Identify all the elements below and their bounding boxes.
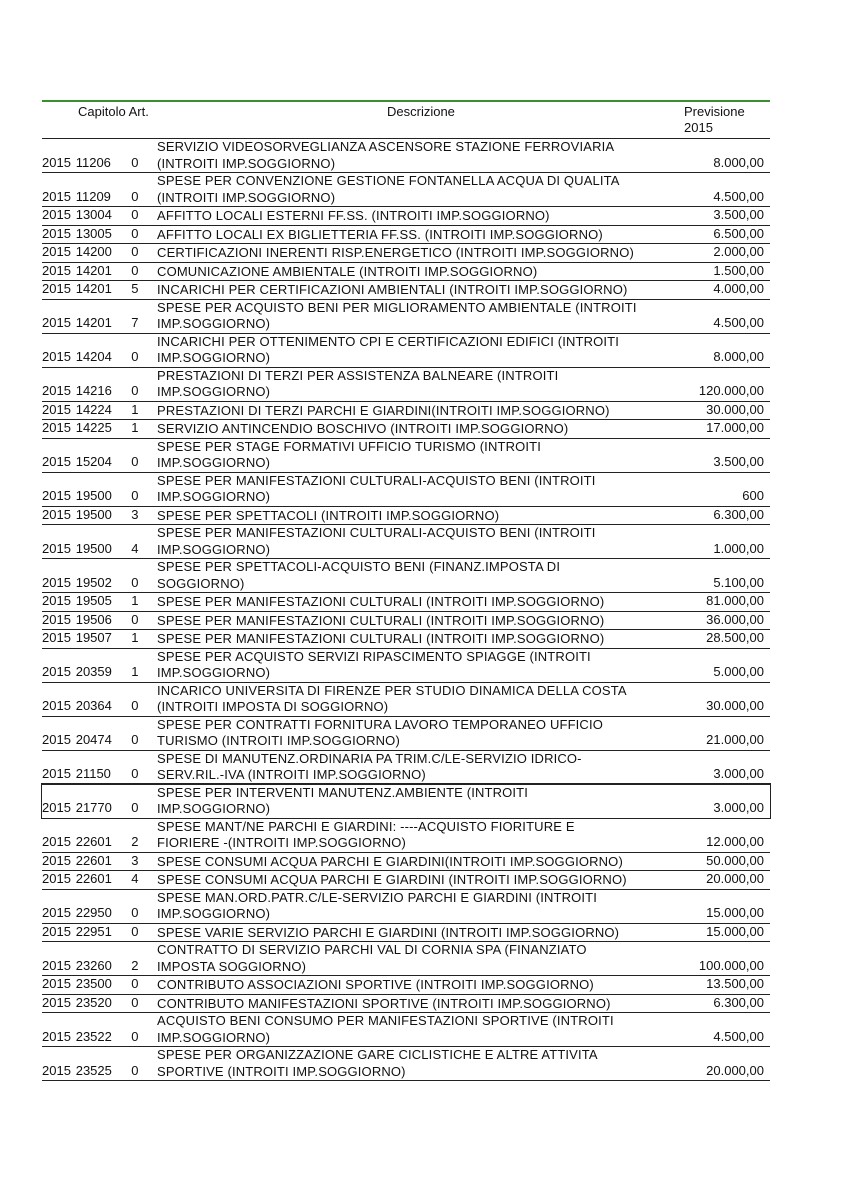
cell-previsione: 20.000,00 bbox=[706, 1062, 764, 1078]
cell-articolo: 0 bbox=[131, 154, 139, 170]
cell-capitolo: 14200 bbox=[75, 244, 112, 259]
cell-previsione: 30.000,00 bbox=[706, 698, 764, 713]
cell-capitolo: 11206 bbox=[75, 154, 111, 170]
cell-articolo: 4 bbox=[131, 540, 139, 556]
cell-articolo: 0 bbox=[131, 207, 139, 222]
cell-year: 2015 bbox=[42, 154, 71, 170]
cell-descrizione: SPESE CONSUMI ACQUA PARCHI E GIARDINI(INTROITI IMP.SOGGIORNO) bbox=[157, 853, 623, 869]
cell-descrizione: SPESE PER SPETTACOLI (INTROITI IMP.SOGGIORNO) bbox=[157, 507, 500, 523]
cell-capitolo: 22950 bbox=[75, 905, 112, 920]
cell-descrizione: AFFITTO LOCALI ESTERNI FF.SS. (INTROITI IMP.SOGGIORNO) bbox=[157, 208, 550, 223]
cell-descrizione: CONTRATTO DI SERVIZIO PARCHI VAL DI CORNIA SPA (FINANZIATO IMPOSTA SOGGIORNO) bbox=[157, 942, 587, 974]
cell-articolo: 4 bbox=[131, 871, 139, 886]
table-row bbox=[42, 206, 770, 225]
cell-articolo: 2 bbox=[131, 834, 139, 849]
cell-descrizione: SPESE PER MANIFESTAZIONI CULTURALI (INTROITI IMP.SOGGIORNO) bbox=[157, 594, 605, 609]
cell-descrizione: INCARICHI PER OTTENIMENTO CPI E CERTIFICAZIONI EDIFICI (INTROITI IMP.SOGGIORNO) bbox=[157, 333, 620, 365]
table-row bbox=[42, 558, 770, 592]
cell-previsione: 21.000,00 bbox=[706, 732, 764, 747]
cell-articolo: 0 bbox=[131, 1062, 139, 1078]
cell-previsione: 5.100,00 bbox=[713, 574, 764, 590]
cell-previsione: 4.500,00 bbox=[713, 188, 764, 204]
cell-capitolo: 19502 bbox=[75, 574, 112, 590]
cell-descrizione: SPESE MAN.ORD.PATR.C/LE-SERVIZIO PARCHI E GIARDINI (INTROITI IMP.SOGGIORNO) bbox=[157, 889, 598, 921]
cell-articolo: 0 bbox=[131, 488, 139, 503]
table-row bbox=[42, 225, 770, 244]
cell-descrizione: SPESE PER INTERVENTI MANUTENZ.AMBIENTE (INTROITI IMP.SOGGIORNO) bbox=[157, 784, 529, 816]
cell-year: 2015 bbox=[42, 420, 71, 435]
cell-articolo: 1 bbox=[131, 630, 139, 645]
cell-previsione: 28.500,00 bbox=[706, 630, 764, 645]
cell-articolo: 0 bbox=[131, 923, 139, 939]
cell-year: 2015 bbox=[42, 383, 71, 398]
table-row bbox=[42, 994, 770, 1013]
cell-year: 2015 bbox=[42, 574, 71, 590]
cell-articolo: 3 bbox=[131, 852, 139, 868]
cell-capitolo: 19505 bbox=[75, 593, 112, 608]
table-row bbox=[42, 648, 770, 682]
cell-previsione: 5.000,00 bbox=[713, 664, 764, 679]
table-row bbox=[42, 367, 770, 401]
cell-articolo: 3 bbox=[131, 506, 139, 522]
cell-year: 2015 bbox=[42, 630, 71, 645]
cell-capitolo: 19500 bbox=[75, 540, 112, 556]
table-row bbox=[42, 870, 770, 889]
cell-articolo: 1 bbox=[131, 420, 139, 435]
cell-capitolo: 14201 bbox=[75, 315, 112, 330]
cell-previsione: 13.500,00 bbox=[706, 976, 764, 991]
cell-articolo: 0 bbox=[131, 905, 139, 920]
cell-descrizione: SPESE PER ACQUISTO SERVIZI RIPASCIMENTO SPIAGGE (INTROITI IMP.SOGGIORNO) bbox=[157, 648, 591, 680]
cell-previsione: 3.500,00 bbox=[713, 207, 764, 222]
cell-previsione: 100.000,00 bbox=[698, 957, 764, 973]
table-row bbox=[42, 472, 770, 506]
table-row bbox=[42, 889, 770, 923]
cell-previsione: 600 bbox=[742, 488, 764, 503]
cell-capitolo: 20359 bbox=[75, 664, 112, 679]
cell-year: 2015 bbox=[42, 315, 71, 330]
table-row bbox=[42, 716, 770, 750]
cell-year: 2015 bbox=[42, 401, 71, 417]
cell-year: 2015 bbox=[42, 611, 71, 627]
cell-articolo: 0 bbox=[131, 698, 139, 713]
cell-previsione: 120.000,00 bbox=[698, 383, 764, 398]
cell-capitolo: 15204 bbox=[75, 454, 112, 469]
cell-capitolo: 20364 bbox=[75, 698, 112, 713]
cell-articolo: 0 bbox=[131, 574, 139, 590]
cell-previsione: 3.000,00 bbox=[713, 766, 764, 781]
cell-descrizione: SERVIZIO VIDEOSORVEGLIANZA ASCENSORE STAZIONE FERROVIARIA (INTROITI IMP.SOGGIORNO) bbox=[157, 139, 615, 171]
cell-capitolo: 14216 bbox=[75, 383, 112, 398]
cell-descrizione: SPESE PER ORGANIZZAZIONE GARE CICLISTICHE E ALTRE ATTIVITA SPORTIVE (INTROITI IMP.SOGGIORNO) bbox=[157, 1047, 598, 1079]
table-header bbox=[42, 102, 770, 138]
cell-year: 2015 bbox=[42, 976, 71, 991]
table-row bbox=[42, 280, 770, 299]
cell-capitolo: 13005 bbox=[75, 225, 112, 241]
cell-articolo: 1 bbox=[131, 401, 139, 417]
cell-previsione: 8.000,00 bbox=[713, 154, 764, 170]
cell-previsione: 4.500,00 bbox=[713, 315, 764, 330]
cell-previsione: 81.000,00 bbox=[706, 593, 764, 608]
cell-capitolo: 21770 bbox=[75, 800, 112, 815]
cell-year: 2015 bbox=[42, 834, 71, 849]
cell-descrizione: SPESE CONSUMI ACQUA PARCHI E GIARDINI (INTROITI IMP.SOGGIORNO) bbox=[157, 872, 627, 887]
cell-articolo: 0 bbox=[131, 800, 139, 815]
cell-articolo: 0 bbox=[131, 976, 139, 991]
cell-previsione: 12.000,00 bbox=[706, 834, 764, 849]
table-row bbox=[42, 401, 770, 420]
cell-year: 2015 bbox=[42, 957, 71, 973]
table-row bbox=[42, 941, 770, 975]
cell-year: 2015 bbox=[42, 540, 71, 556]
cell-year: 2015 bbox=[42, 207, 71, 222]
cell-capitolo: 14224 bbox=[75, 401, 112, 417]
table-row bbox=[42, 611, 770, 630]
cell-articolo: 0 bbox=[131, 244, 139, 259]
cell-descrizione: SPESE PER CONTRATTI FORNITURA LAVORO TEMPORANEO UFFICIO TURISMO (INTROITI IMP.SOGGIORNO) bbox=[157, 716, 603, 748]
cell-capitolo: 20474 bbox=[75, 732, 112, 747]
cell-previsione: 15.000,00 bbox=[706, 905, 764, 920]
cell-articolo: 1 bbox=[131, 664, 139, 679]
table-row bbox=[42, 784, 770, 818]
cell-descrizione: SPESE PER MANIFESTAZIONI CULTURALI-ACQUISTO BENI (INTROITI IMP.SOGGIORNO) bbox=[157, 472, 596, 504]
cell-articolo: 0 bbox=[131, 188, 139, 204]
cell-previsione: 50.000,00 bbox=[706, 852, 764, 868]
cell-descrizione: CERTIFICAZIONI INERENTI RISP.ENERGETICO (INTROITI IMP.SOGGIORNO) bbox=[157, 245, 634, 260]
cell-capitolo: 23522 bbox=[75, 1028, 112, 1044]
table-body bbox=[42, 138, 770, 1081]
cell-descrizione: SPESE PER ACQUISTO BENI PER MIGLIORAMENTO AMBIENTALE (INTROITI IMP.SOGGIORNO) bbox=[157, 299, 637, 331]
cell-descrizione: CONTRIBUTO MANIFESTAZIONI SPORTIVE (INTROITI IMP.SOGGIORNO) bbox=[157, 995, 611, 1011]
table-row bbox=[42, 629, 770, 648]
cell-descrizione: CONTRIBUTO ASSOCIAZIONI SPORTIVE (INTROITI IMP.SOGGIORNO) bbox=[157, 977, 594, 992]
cell-capitolo: 19500 bbox=[75, 488, 112, 503]
table-row bbox=[42, 592, 770, 611]
cell-previsione: 3.000,00 bbox=[713, 800, 764, 815]
cell-articolo: 0 bbox=[131, 766, 139, 781]
cell-capitolo: 23525 bbox=[75, 1062, 112, 1078]
cell-capitolo: 23520 bbox=[75, 994, 112, 1010]
table-row bbox=[42, 818, 770, 852]
table-row bbox=[42, 1012, 770, 1046]
header-previsione: Previsione 2015 bbox=[684, 104, 745, 135]
cell-previsione: 6.300,00 bbox=[713, 994, 764, 1010]
cell-capitolo: 22951 bbox=[75, 923, 112, 939]
cell-year: 2015 bbox=[42, 506, 71, 522]
table-row bbox=[42, 682, 770, 716]
cell-capitolo: 21150 bbox=[75, 766, 111, 781]
cell-descrizione: COMUNICAZIONE AMBIENTALE (INTROITI IMP.SOGGIORNO) bbox=[157, 263, 538, 279]
cell-year: 2015 bbox=[42, 1028, 71, 1044]
cell-year: 2015 bbox=[42, 923, 71, 939]
cell-previsione: 1.000,00 bbox=[713, 540, 764, 556]
budget-table bbox=[42, 100, 770, 1081]
table-row bbox=[42, 923, 770, 942]
cell-descrizione: SPESE MANT/NE PARCHI E GIARDINI: ----ACQUISTO FIORITURE E FIORIERE -(INTROITI IMP.SOGGIORNO) bbox=[157, 818, 575, 850]
cell-capitolo: 14204 bbox=[75, 349, 112, 364]
cell-year: 2015 bbox=[42, 1062, 71, 1078]
table-row bbox=[42, 852, 770, 871]
cell-descrizione: INCARICHI PER CERTIFICAZIONI AMBIENTALI (INTROITI IMP.SOGGIORNO) bbox=[157, 282, 628, 297]
cell-year: 2015 bbox=[42, 994, 71, 1010]
table-row bbox=[42, 524, 770, 558]
cell-previsione: 4.000,00 bbox=[713, 281, 764, 296]
table-row bbox=[42, 506, 770, 525]
cell-descrizione: SPESE PER MANIFESTAZIONI CULTURALI (INTROITI IMP.SOGGIORNO) bbox=[157, 631, 605, 646]
cell-descrizione: PRESTAZIONI DI TERZI PARCHI E GIARDINI(INTROITI IMP.SOGGIORNO) bbox=[157, 402, 610, 418]
cell-descrizione: SPESE PER MANIFESTAZIONI CULTURALI-ACQUISTO BENI (INTROITI IMP.SOGGIORNO) bbox=[157, 525, 596, 557]
cell-descrizione: SPESE PER STAGE FORMATIVI UFFICIO TURISMO (INTROITI IMP.SOGGIORNO) bbox=[157, 438, 541, 470]
cell-capitolo: 23260 bbox=[75, 957, 112, 973]
cell-year: 2015 bbox=[42, 281, 71, 296]
cell-capitolo: 22601 bbox=[75, 834, 112, 849]
cell-year: 2015 bbox=[42, 800, 71, 815]
table-row bbox=[42, 438, 770, 472]
cell-capitolo: 13004 bbox=[75, 207, 112, 222]
cell-previsione: 6.300,00 bbox=[713, 506, 764, 522]
cell-articolo: 1 bbox=[131, 593, 139, 608]
cell-capitolo: 22601 bbox=[75, 871, 112, 886]
cell-descrizione: SERVIZIO ANTINCENDIO BOSCHIVO (INTROITI IMP.SOGGIORNO) bbox=[157, 421, 569, 436]
cell-descrizione: PRESTAZIONI DI TERZI PER ASSISTENZA BALNEARE (INTROITI IMP.SOGGIORNO) bbox=[157, 367, 559, 399]
cell-articolo: 5 bbox=[131, 281, 139, 296]
cell-previsione: 1.500,00 bbox=[713, 262, 764, 278]
table-row bbox=[42, 243, 770, 262]
table-row bbox=[42, 299, 770, 333]
cell-year: 2015 bbox=[42, 454, 71, 469]
table-row bbox=[42, 333, 770, 367]
cell-previsione: 8.000,00 bbox=[713, 349, 764, 364]
cell-year: 2015 bbox=[42, 664, 71, 679]
cell-year: 2015 bbox=[42, 244, 71, 259]
cell-articolo: 0 bbox=[131, 732, 139, 747]
table-row bbox=[42, 419, 770, 438]
cell-previsione: 6.500,00 bbox=[713, 225, 764, 241]
cell-articolo: 0 bbox=[131, 454, 139, 469]
cell-capitolo: 14225 bbox=[75, 420, 112, 435]
cell-articolo: 0 bbox=[131, 262, 139, 278]
cell-articolo: 0 bbox=[131, 994, 139, 1010]
cell-descrizione: SPESE PER SPETTACOLI-ACQUISTO BENI (FINANZ.IMPOSTA DI SOGGIORNO) bbox=[157, 559, 561, 591]
cell-descrizione: SPESE PER CONVENZIONE GESTIONE FONTANELLA ACQUA DI QUALITA (INTROITI IMP.SOGGIORNO) bbox=[157, 173, 620, 205]
table-row bbox=[42, 750, 770, 784]
cell-previsione: 2.000,00 bbox=[713, 244, 764, 259]
cell-descrizione: ACQUISTO BENI CONSUMO PER MANIFESTAZIONI SPORTIVE (INTROITI IMP.SOGGIORNO) bbox=[157, 1013, 614, 1045]
header-descrizione: Descrizione bbox=[387, 104, 455, 119]
cell-capitolo: 11209 bbox=[75, 188, 111, 204]
cell-year: 2015 bbox=[42, 225, 71, 241]
cell-articolo: 0 bbox=[131, 611, 139, 627]
cell-year: 2015 bbox=[42, 262, 71, 278]
header-capitolo-art: Capitolo Art. bbox=[78, 104, 149, 119]
cell-year: 2015 bbox=[42, 698, 71, 713]
cell-articolo: 0 bbox=[131, 1028, 139, 1044]
cell-descrizione: SPESE DI MANUTENZ.ORDINARIA PA TRIM.C/LE-SERVIZIO IDRICO- SERV.RIL.-IVA (INTROITI IMP.SOGGIORNO) bbox=[157, 750, 582, 782]
cell-descrizione: SPESE VARIE SERVIZIO PARCHI E GIARDINI (INTROITI IMP.SOGGIORNO) bbox=[157, 924, 620, 940]
cell-previsione: 17.000,00 bbox=[706, 420, 764, 435]
cell-descrizione: SPESE PER MANIFESTAZIONI CULTURALI (INTROITI IMP.SOGGIORNO) bbox=[157, 612, 605, 628]
table-row bbox=[42, 172, 770, 206]
table-row bbox=[42, 262, 770, 281]
cell-year: 2015 bbox=[42, 905, 71, 920]
cell-capitolo: 23500 bbox=[75, 976, 112, 991]
cell-previsione: 36.000,00 bbox=[706, 611, 764, 627]
cell-capitolo: 14201 bbox=[75, 281, 112, 296]
cell-previsione: 4.500,00 bbox=[713, 1028, 764, 1044]
cell-previsione: 3.500,00 bbox=[713, 454, 764, 469]
cell-descrizione: AFFITTO LOCALI EX BIGLIETTERIA FF.SS. (INTROITI IMP.SOGGIORNO) bbox=[157, 226, 603, 242]
cell-year: 2015 bbox=[42, 188, 71, 204]
cell-articolo: 0 bbox=[131, 225, 139, 241]
cell-year: 2015 bbox=[42, 732, 71, 747]
cell-descrizione: INCARICO UNIVERSITA DI FIRENZE PER STUDIO DINAMICA DELLA COSTA (INTROITI IMPOSTA DI SOGGIORNO) bbox=[157, 682, 627, 714]
cell-articolo: 2 bbox=[131, 957, 139, 973]
cell-capitolo: 19507 bbox=[75, 630, 112, 645]
cell-year: 2015 bbox=[42, 488, 71, 503]
table-row bbox=[42, 1046, 770, 1081]
cell-previsione: 30.000,00 bbox=[706, 401, 764, 417]
cell-year: 2015 bbox=[42, 852, 71, 868]
cell-capitolo: 19500 bbox=[75, 506, 112, 522]
cell-articolo: 0 bbox=[131, 383, 139, 398]
cell-previsione: 20.000,00 bbox=[706, 871, 764, 886]
cell-capitolo: 19506 bbox=[75, 611, 112, 627]
cell-year: 2015 bbox=[42, 871, 71, 886]
cell-year: 2015 bbox=[42, 349, 71, 364]
cell-year: 2015 bbox=[42, 766, 71, 781]
cell-articolo: 7 bbox=[131, 315, 139, 330]
cell-articolo: 0 bbox=[131, 349, 139, 364]
table-row bbox=[42, 138, 770, 172]
cell-capitolo: 22601 bbox=[75, 852, 112, 868]
cell-previsione: 15.000,00 bbox=[706, 923, 764, 939]
table-row bbox=[42, 975, 770, 994]
cell-capitolo: 14201 bbox=[75, 262, 112, 278]
cell-year: 2015 bbox=[42, 593, 71, 608]
